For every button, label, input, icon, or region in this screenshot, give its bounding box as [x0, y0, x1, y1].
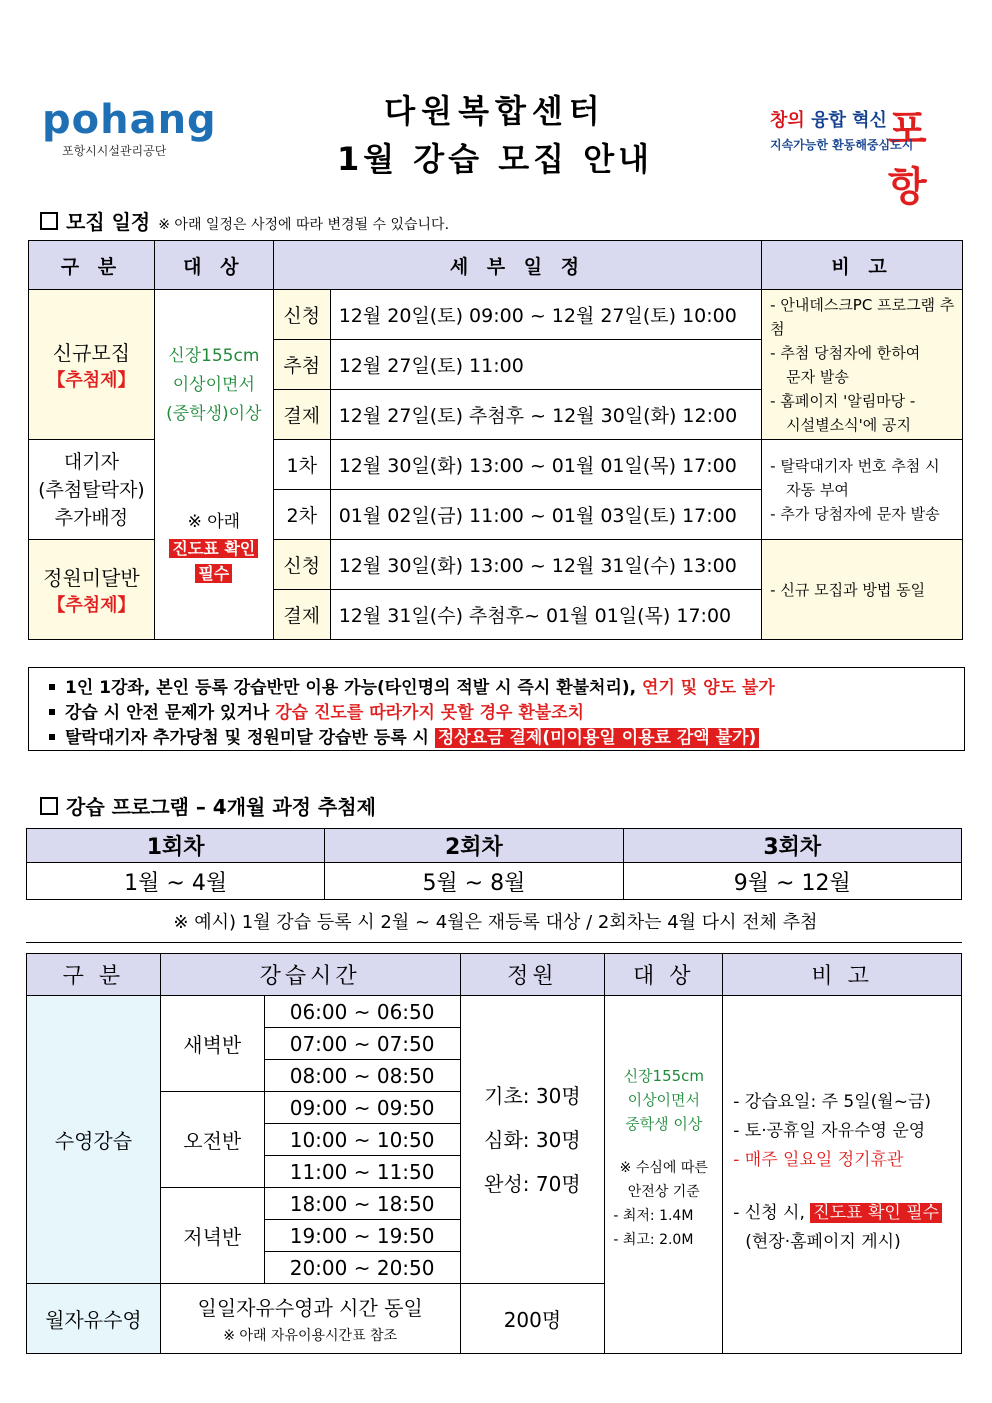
schedule-detail: 12월 20일(토) 09:00 ~ 12월 27일(토) 10:00	[330, 290, 761, 340]
schedule-note: ※ 아래 일정은 사정에 따라 변경될 수 있습니다.	[158, 217, 450, 233]
group-undersubscribed-name: 정원미달반	[43, 566, 140, 590]
monthly-capacity: 200명	[460, 1284, 605, 1354]
remark-free-swim: - 토·공휴일 자유수영 운영	[733, 1121, 926, 1141]
step-cell: 추첨	[273, 340, 330, 390]
round-months: 5월 ~ 8월	[325, 863, 623, 900]
swim-remark-cell	[723, 996, 962, 1354]
depth-note: 안전상 기준	[627, 1184, 700, 1200]
group-waitlist	[29, 440, 155, 540]
remark-line: 시설별소식'에 공지	[786, 415, 911, 434]
city-subtitle: 지속가능한 환동해중심도시	[770, 138, 914, 152]
monthly-time	[160, 1284, 460, 1354]
class-time: 18:00 ~ 18:50	[264, 1188, 460, 1220]
header-time: 강습시간	[160, 954, 460, 996]
slogan-word-1: 창의	[770, 110, 805, 131]
schedule-heading-text: 모집 일정	[66, 210, 151, 234]
round-months: 1월 ~ 4월	[27, 863, 325, 900]
schedule-detail: 12월 27일(토) 추첨후 ~ 12월 30일(화) 12:00	[330, 390, 761, 440]
notice-box	[28, 667, 965, 751]
program-heading-text: 강습 프로그램 – 4개월 과정 추첨제	[66, 795, 376, 819]
remark-line: 문자 발송	[786, 367, 849, 386]
group-undersubscribed-tag: 【추첨제】	[47, 595, 136, 616]
group-waitlist-name: 대기자	[63, 450, 119, 473]
class-time: 11:00 ~ 11:50	[264, 1156, 460, 1188]
group-waitlist-sub: (추첨탈락자)	[38, 478, 145, 501]
pohang-city-logo	[770, 100, 960, 210]
schedule-detail: 12월 30일(화) 13:00 ~ 01월 01일(목) 17:00	[330, 440, 761, 490]
remark-line: - 안내데스크PC 프로그램 추첨	[770, 295, 955, 338]
header-category: 구 분	[29, 241, 155, 290]
header-target: 대 상	[605, 954, 723, 996]
depth-min: - 최저: 1.4M	[613, 1208, 694, 1224]
notice-line-3	[49, 723, 759, 748]
logo-subtitle: 포항시시설관리공단	[62, 144, 167, 158]
remark-new	[762, 290, 963, 440]
header-remark: 비 고	[723, 954, 962, 996]
schedule-detail: 12월 31일(수) 추첨후~ 01월 01일(목) 17:00	[330, 590, 761, 640]
target-cell	[154, 290, 273, 640]
notice-highlight: 강습 진도를 따라가지 못할 경우 환불조치	[275, 703, 585, 723]
monthly-free-swim: 월자유수영	[27, 1284, 161, 1354]
remark-line: - 탈락대기자 번호 추첨 시	[770, 456, 940, 475]
schedule-detail: 12월 30일(화) 13:00 ~ 12월 31일(수) 13:00	[330, 540, 761, 590]
remark-posted: (현장·홈페이지 게시)	[745, 1232, 901, 1252]
group-new-name: 신규모집	[52, 341, 131, 365]
capacity-basic: 기초: 30명	[484, 1083, 581, 1108]
program-heading	[40, 791, 376, 820]
round-example: ※ 예시) 1월 강습 등록 시 2월 ~ 4월은 재등록 대상 / 2회차는 4월 다시 전체 추첨	[173, 912, 818, 933]
class-time: 20:00 ~ 20:50	[264, 1252, 460, 1284]
header-remark: 비 고	[762, 241, 963, 290]
notice-highlight: 연기 및 양도 불가	[642, 678, 775, 698]
schedule-detail: 01월 02일(금) 11:00 ~ 01월 03일(토) 17:00	[330, 490, 761, 540]
round-label: 3회차	[623, 829, 961, 863]
step-cell: 1차	[273, 440, 330, 490]
target-height: 신장155cm	[168, 346, 260, 366]
target-age: (중학생)이상	[166, 404, 262, 424]
depth-note: ※ 수심에 따른	[619, 1160, 708, 1176]
schedule-detail: 12월 27일(토) 11:00	[330, 340, 761, 390]
capacity-cell	[460, 996, 605, 1284]
monthly-time-text: 일일자유수영과 시간 동일	[197, 1296, 423, 1320]
slogan-word-2: 융합	[811, 110, 846, 131]
swim-target-height: 신장155cm	[623, 1067, 705, 1085]
step-cell: 결제	[273, 390, 330, 440]
page-subtitle: 1월 강습 모집 안내	[336, 140, 654, 178]
class-time: 07:00 ~ 07:50	[264, 1028, 460, 1060]
step-cell: 신청	[273, 540, 330, 590]
class-time: 10:00 ~ 10:50	[264, 1124, 460, 1156]
header-target: 대 상	[154, 241, 273, 290]
swim-lesson-category: 수영강습	[27, 996, 161, 1284]
round-label: 1회차	[27, 829, 325, 863]
notice-text: 강습 시 안전 문제가 있거나	[65, 703, 270, 723]
rounds-table	[26, 828, 962, 900]
remark-undersubscribed: - 신규 모집과 방법 동일	[762, 540, 963, 640]
swim-program-table	[26, 953, 962, 1354]
step-cell: 2차	[273, 490, 330, 540]
notice-text: 탈락대기자 추가당첨 및 정원미달 강습반 등록 시	[65, 728, 429, 748]
class-name: 저녁반	[160, 1188, 264, 1284]
swim-target-condition: 이상이면서	[627, 1091, 701, 1109]
class-name: 새벽반	[160, 996, 264, 1092]
checkbox-square-icon	[40, 212, 58, 230]
capacity-advanced: 심화: 30명	[484, 1127, 581, 1152]
remark-line: 자동 부여	[786, 480, 849, 499]
capacity-complete: 완성: 70명	[484, 1171, 581, 1196]
remark-apply-text: - 신청 시,	[733, 1203, 805, 1223]
slogan-word-3: 혁신	[852, 110, 887, 131]
remark-waitlist	[762, 440, 963, 540]
remark-line: - 홈페이지 '알림마당 -	[770, 391, 916, 410]
step-cell: 결제	[273, 590, 330, 640]
header-detail: 세 부 일 정	[273, 241, 761, 290]
notice-highlight: 정상요금 결제(미이용일 이용료 감액 불가)	[435, 728, 759, 748]
target-required: 필수	[195, 564, 232, 583]
group-waitlist-extra: 추가배정	[54, 506, 129, 529]
schedule-table	[28, 240, 963, 640]
page-title: 다원복합센터	[384, 92, 606, 130]
remark-closed: - 매주 일요일 정기휴관	[733, 1150, 904, 1170]
monthly-time-note: ※ 아래 자유이용시간표 참조	[223, 1328, 398, 1344]
schedule-heading	[40, 206, 449, 235]
divider	[26, 942, 962, 943]
round-label: 2회차	[325, 829, 623, 863]
depth-max: - 최고: 2.0M	[613, 1232, 694, 1248]
remark-line: - 추가 당첨자에 문자 발송	[770, 504, 940, 523]
class-time: 19:00 ~ 19:50	[264, 1220, 460, 1252]
pohang-facility-logo	[42, 97, 222, 160]
swim-target-age: 중학생 이상	[625, 1115, 703, 1133]
bullet-icon	[49, 734, 55, 740]
step-cell: 신청	[273, 290, 330, 340]
bullet-icon	[49, 709, 55, 715]
swim-target-cell	[605, 996, 723, 1354]
class-time: 06:00 ~ 06:50	[264, 996, 460, 1028]
class-time: 08:00 ~ 08:50	[264, 1060, 460, 1092]
target-progress-check: 진도표 확인	[169, 539, 258, 558]
notice-line-1	[49, 673, 775, 698]
target-note: ※ 아래	[187, 512, 241, 532]
header-category: 구 분	[27, 954, 161, 996]
remark-apply	[733, 1199, 961, 1228]
city-slogan	[770, 106, 887, 132]
remark-line: - 추첨 당첨자에 한하여	[770, 343, 921, 362]
city-name: 포항	[888, 106, 927, 210]
logo-wordmark: pohang	[42, 97, 217, 143]
remark-days: - 강습요일: 주 5일(월~금)	[733, 1092, 932, 1112]
class-name: 오전반	[160, 1092, 264, 1188]
notice-text: 1인 1강좌, 본인 등록 강습반만 이용 가능(타인명의 적발 시 즉시 환불처리),	[65, 678, 637, 698]
group-new	[29, 290, 155, 440]
notice-line-2	[49, 698, 584, 723]
remark-apply-required: 진도표 확인 필수	[810, 1203, 942, 1223]
bullet-icon	[49, 684, 55, 690]
group-new-tag: 【추첨제】	[47, 370, 136, 391]
round-months: 9월 ~ 12월	[623, 863, 961, 900]
class-time: 09:00 ~ 09:50	[264, 1092, 460, 1124]
group-undersubscribed	[29, 540, 155, 640]
target-condition: 이상이면서	[172, 375, 255, 395]
checkbox-square-icon	[40, 797, 58, 815]
header-capacity: 정원	[460, 954, 605, 996]
